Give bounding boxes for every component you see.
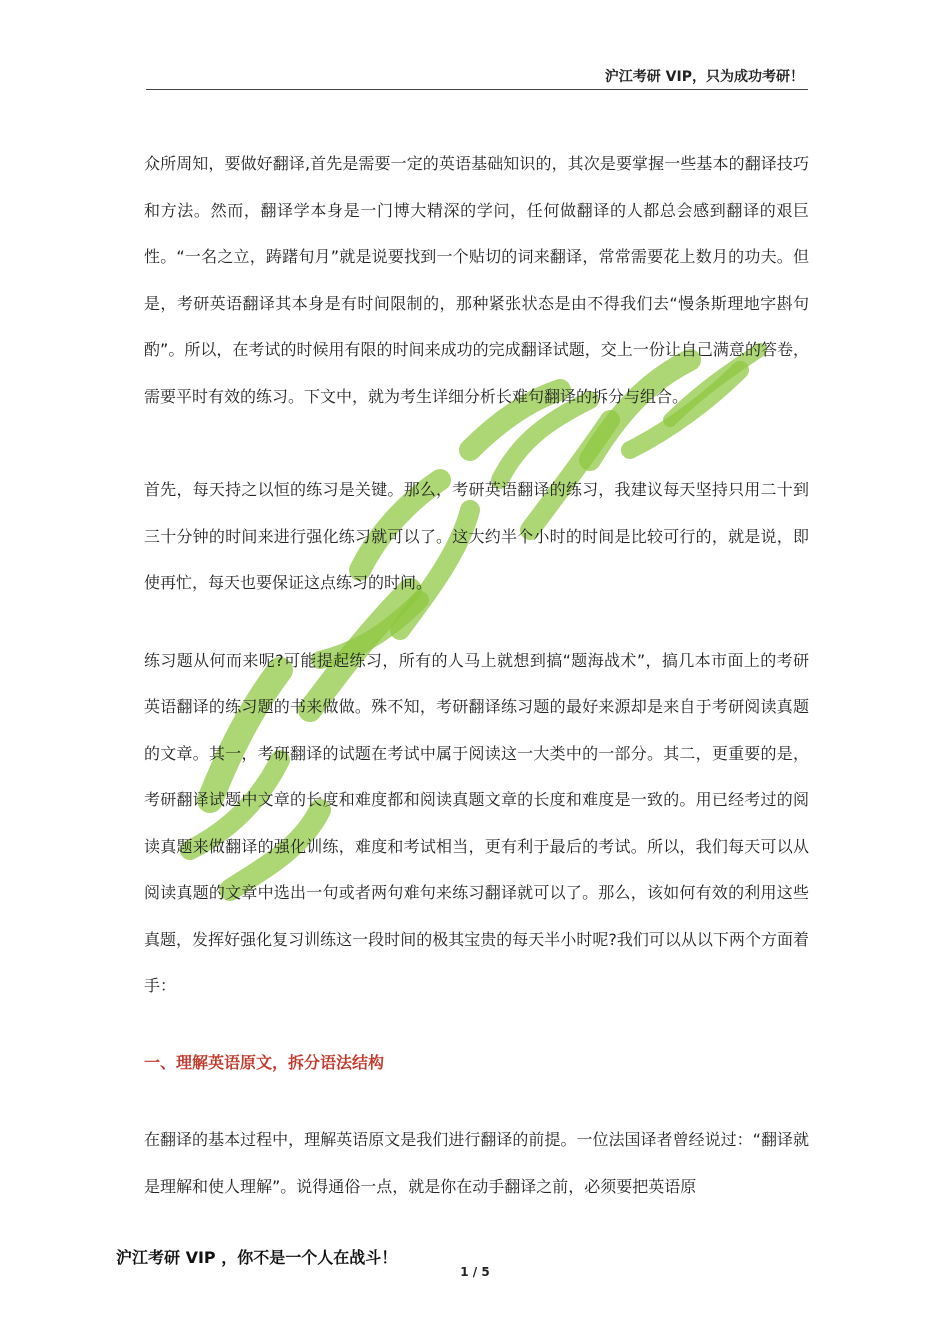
paragraph-practice: 首先，每天持之以恒的练习是关键。那么，考研英语翻译的练习，我建议每天坚持只用二十到三十分钟的时间来进行强化练习就可以了。这大约半个小时的时间是比较可行的，就是说，即使再忙，每天也要保证这点练习的时间。	[144, 480, 809, 592]
page-number: 1 / 5	[460, 1265, 490, 1279]
header-slogan: 沪江考研 VIP，只为成功考研！	[604, 69, 804, 85]
header-divider	[146, 89, 808, 90]
paragraph-intro: 众所周知，要做好翻译,首先是需要一定的英语基础知识的，其次是要掌握一些基本的翻译技巧和方法。然而，翻译学本身是一门博大精深的学问，任何做翻译的人都总会感到翻译的艰巨性。“一名之立，踌躇旬月”就是说要找到一个贴切的词来翻译，常常需要花上数月的功夫。但是，考研英语翻译其本身是有时间限制的，那种紧张状态是由不得我们去“慢条斯理地字斟句酌”。所以，在考试的时候用有限的时间来成功的完成翻译试题，交上一份让自己满意的答卷，需要平时有效的练习。下文中，就为考生详细分析长难句翻译的拆分与组合。	[144, 154, 809, 406]
document-body	[144, 141, 809, 1210]
section-heading: 一、理解英语原文，拆分语法结构	[144, 1052, 385, 1072]
paragraph-source: 练习题从何而来呢?可能提起练习，所有的人马上就想到搞“题海战术”，搞几本市面上的考研英语翻译的练习题的书来做做。殊不知，考研翻译练习题的最好来源却是来自于考研阅读真题的文章。其一，考研翻译的试题在考试中属于阅读这一大类中的一部分。其二，更重要的是，考研翻译试题中文章的长度和难度都和阅读真题文章的长度和难度是一致的。用已经考过的阅读真题来做翻译的强化训练，难度和考试相当，更有利于最后的考试。所以，我们每天可以从阅读真题的文章中选出一句或者两句难句来练习翻译就可以了。那么，该如何有效的利用这些真题，发挥好强化复习训练这一段时间的极其宝贵的每天半小时呢?我们可以从以下两个方面着手：	[144, 650, 809, 995]
paragraph-section: 在翻译的基本过程中，理解英语原文是我们进行翻译的前提。一位法国译者曾经说过：“翻译就是理解和使人理解”。说得通俗一点，就是你在动手翻译之前，必须要把英语原	[144, 1130, 809, 1196]
footer-slogan: 沪江考研 VIP ，你不是一个人在战斗！	[116, 1248, 398, 1267]
